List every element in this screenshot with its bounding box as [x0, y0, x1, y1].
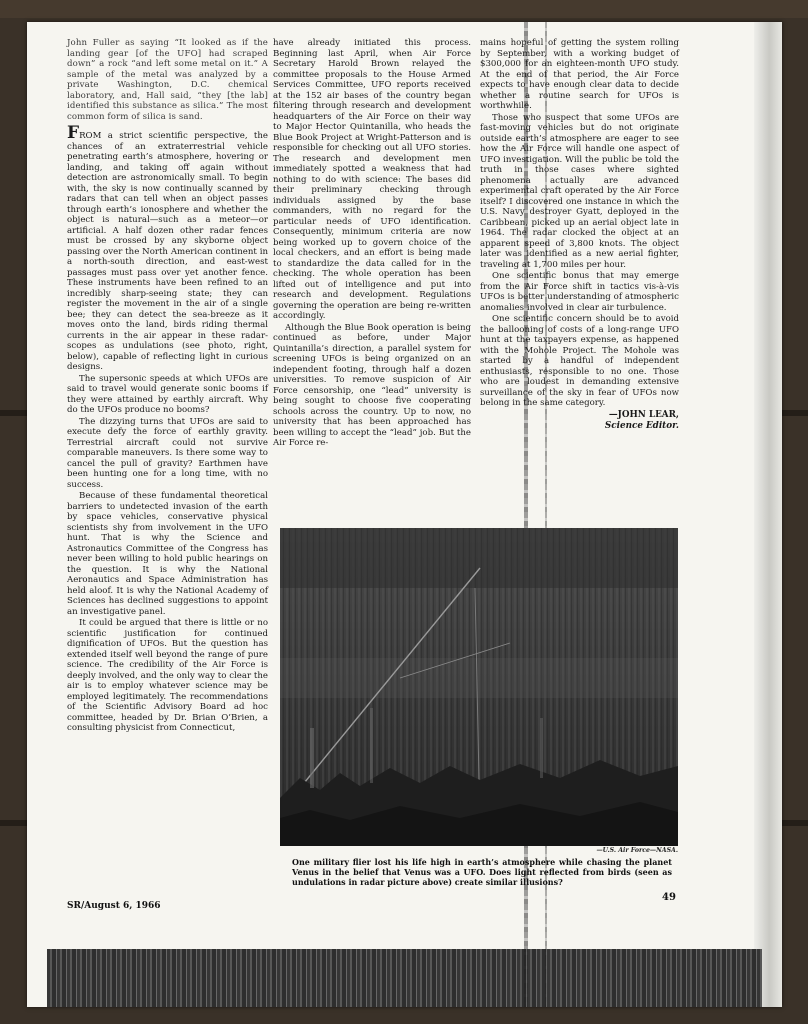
column-3-paragraph: mains hopeful of getting the system rolling by September, with a working budget of $300,000 for an eighteen-month UFO study. At the end of that period, the Air Force expects to have enough clear data to decide whether a routine search for UFOs is worthwhile.	[480, 38, 679, 111]
column-2-paragraph: have already initiated this process. Beginning last April, when Air Force Secretary Harold Brown relayed the committee proposals to the House Armed Services Committee, UFO reports received at the 152 air bases of the country began filtering through research and development headquarters of the Air Force on their way to Major Hector Quintanilla, who heads the Blue Book Project at Wright-Patterson and is responsible for checking out all UFO stories. The research and development men immediately spotted a weakness that had nothing to do with science: The bases did their preliminary checking through individuals assigned by the base commanders, with no regard for the particular needs of UFO identification. Consequently, minimum criteria are now being worked up to govern choice of the local checkers, and an effort is being made to standardize the data called for in the checking. The whole operation has been lifted out of intelligence and put into research and development. Regulations governing the operation are being re-written accordingly.	[273, 38, 471, 321]
column-3-paragraph: One scientific concern should be to avoid the ballooning of costs of a long-range UFO hunt at the taxpayers expense, as happened with the Mohole Project. The Mohole was started by a handful of independent enthusiasts, responsible to no one. Those who are loudest in demanding extensive surveillance of the sky in fear of UFOs now belong in the same category.	[480, 314, 679, 408]
page-edge-shadow	[754, 22, 782, 1007]
author-title: Science Editor.	[604, 420, 679, 431]
column-3	[480, 38, 679, 432]
issue-footer: SR/August 6, 1966	[67, 901, 161, 911]
radar-photo	[280, 528, 678, 846]
column-1-paragraph: The supersonic speeds at which UFOs are said to travel would generate sonic booms if they were attained by earthly aircraft. Why do the UFOs produce no booms?	[67, 373, 268, 415]
column-1-paragraph: Because of these fundamental theoretical barriers to undetected invasion of the earth by space vehicles, conservative physical scientists shy from involvement in the UFO hunt. That is why the Science and Astronautics Committee of the Congress has never been willing to hold public hearings on the question. It is why the National Aeronautics and Space Administration has held aloof. It is why the National Academy of Sciences has declined suggestions to appoint an investigative panel.	[67, 491, 268, 617]
column-1-paragraph: The dizzying turns that UFOs are said to execute defy the force of earthly gravity. Terrestrial aircraft could not survive comparable maneuvers. Is there some way to cancel the pull of gravity? Earthmen have been hunting one for a long time, with no success.	[67, 416, 268, 490]
column-1-paragraph: It could be argued that there is little or no scientific justification for continued dignification of UFOs. But the question has extended itself well beyond the range of pure science. The credibility of the Air Force is deeply involved, and the only way to clear the air is to employ whatever science may be employed legitimately. The recommendations of the Scientific Advisory Board ad hoc committee, headed by Dr. Brian O’Brien, a consulting physicist from Connecticut,	[67, 618, 268, 733]
column-2	[273, 38, 471, 450]
page-number: 49	[662, 892, 676, 903]
column-1-intro: John Fuller as saying “It looked as if the landing gear [of the UFO] had scraped down” a rock “and left some metal on it.” A sample of the metal was analyzed by a private Washington, D.C. chemical laboratory, and, Hall said, “they [the lab] identified this substance as silica.” The most common form of silica is sand.	[67, 38, 268, 122]
column-3-paragraph: One scientific bonus that may emerge from the Air Force shift in tactics vis-à-vis UFOs is better understanding of atmospheric anomalies involved in clear air turbulence.	[480, 271, 679, 313]
author-name: —JOHN LEAR,	[608, 409, 679, 420]
column-2-paragraph: Although the Blue Book operation is being continued as before, under Major Quintanilla’s direction, a parallel system for screening UFOs is being organized on an independent footing, through half a dozen universities. To remove suspicion of Air Force censorship, one “lead” university is being sought to choose five cooperating schools across the country. Up to now, no university that has been approached has been willing to accept the “lead” job. But the Air Force re-	[273, 322, 471, 448]
photo-credit: —U.S. Air Force—NASA.	[596, 847, 678, 854]
photocopy-smudge	[47, 949, 762, 1007]
drop-cap: F	[67, 123, 80, 143]
column-1	[67, 38, 268, 735]
author-signature	[480, 410, 679, 432]
column-1-paragraph: FROM a strict scientific perspective, the chances of an extraterrestrial vehicle penetrating earth’s atmosphere, hovering or landing, and taking off again without detection are astronomically small. To begin with, the sky is now continually scanned by radars that can tell when an object passes through earth’s ionosphere and whether the object is natural—such as a meteor—or artificial. A half dozen other radar fences must be crossed by any skyborne object passing over the North American continent in a north-south direction, and east-west passages must pass over yet another fence. These instruments have been refined to an incredibly sharp-seeing state; they can register the movement in the air of a single bee; they can detect the sea-breeze as it moves onto the land, birds riding thermal currents in the air appear in these radar-scopes as undulations (see photo, right, below), capable of reflecting light in curious designs.	[67, 123, 268, 372]
photo-caption: One military flier lost his life high in earth’s atmosphere while chasing the planet Venus in the belief that Venus was a UFO. Does light reflected from birds (seen as undulations in radar picture above) create similar illusions?	[292, 857, 672, 887]
radar-photo-image	[280, 528, 678, 846]
column-3-paragraph: Those who suspect that some UFOs are fast-moving vehicles but do not originate outside earth’s atmosphere are eager to see how the Air Force will handle one aspect of UFO investigation. Will the public be told the truth in those cases where sighted phenomena actually are advanced experimental craft operated by the Air Force itself? I discovered one instance in which the U.S. Navy destroyer Gyatt, deployed in the Caribbean, picked up an aerial object late in 1964. The radar clocked the object at an apparent speed of 3,800 knots. The object later was identified as a new aerial fighter, traveling at 1,700 miles per hour.	[480, 112, 679, 270]
background-board-top	[0, 0, 808, 18]
